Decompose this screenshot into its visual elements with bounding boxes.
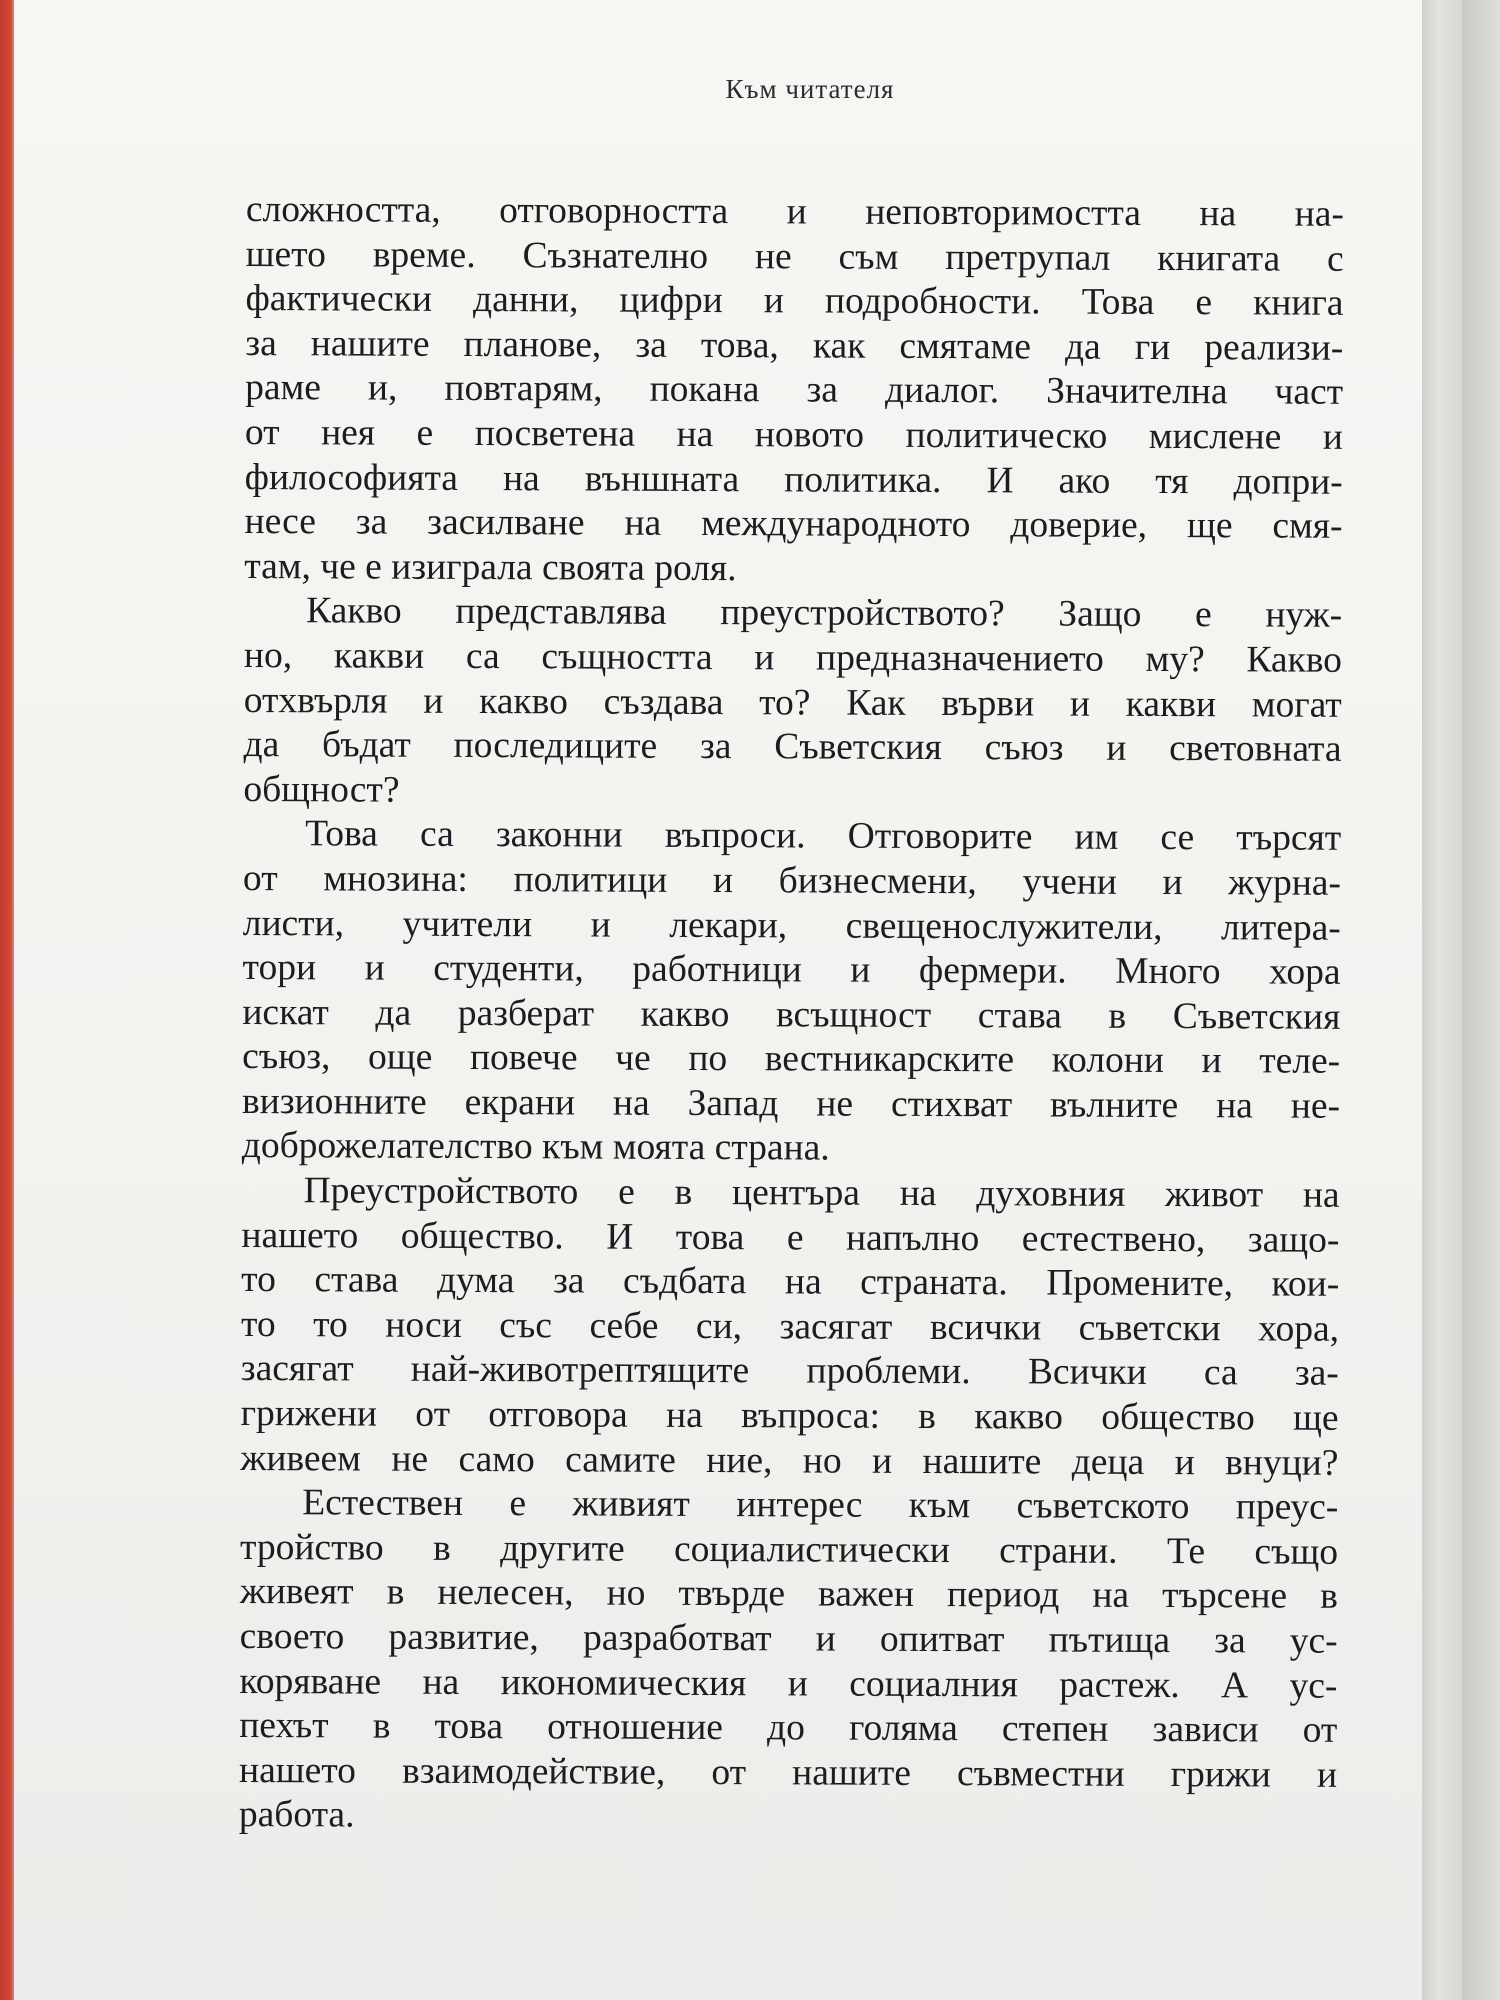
text-line: визионните екрани на Запад не стихват вълните на не- — [241, 1080, 1341, 1127]
text-line: Какво представлява преустройството? Защо е нуж- — [306, 590, 1343, 637]
running-head: Към читателя — [725, 74, 895, 104]
text-line: съюз, още повече че по вестникарските колони и теле- — [242, 1036, 1341, 1083]
back-page-edge — [1462, 0, 1500, 2000]
text-line: там, че е изиграла своята роля. — [244, 545, 737, 589]
text-line: нашето общество. И това е напълно естествено, защо- — [241, 1214, 1340, 1261]
text-line: то то носи със себе си, засягат всички съветски хора, — [240, 1303, 1340, 1350]
text-line: отхвърля и какво създава то? Как върви и какви могат — [243, 679, 1342, 726]
text-line: Преустройството е в центъра на духовния живот на — [303, 1170, 1340, 1216]
text-line: да бъдат последиците за Съветския съюз и световната — [243, 724, 1342, 770]
next-page-edge — [1422, 0, 1462, 2000]
text-line: фактически данни, цифри и подробности. Това е книга — [245, 278, 1344, 324]
text-line: Естествен е живият интерес към съветското преус- — [302, 1482, 1339, 1528]
text-line: Това са законни въпроси. Отговорите им се търсят — [305, 813, 1342, 860]
text-line: философията на външната политика. И ако тя допри- — [244, 456, 1343, 503]
text-line: шето време. Съзнателно не съм претрупал книгата с — [245, 233, 1344, 280]
text-line: нашето взаимодействие, от нашите съвместни грижи и — [239, 1749, 1338, 1796]
text-line: от мнозина: политици и бизнесмени, учени и журна- — [242, 857, 1342, 904]
text-line: доброжелателство към моята страна. — [241, 1125, 830, 1170]
text-line: работа. — [238, 1794, 355, 1836]
text-line: своето развитие, разработват и опитват пътища за ус- — [239, 1615, 1338, 1662]
text-line: искат да разберат какво всъщност става в Съветския — [242, 991, 1341, 1038]
body-text — [239, 188, 1344, 1843]
text-line: от нея е посветена на новото политическо мислене и — [244, 411, 1344, 458]
text-line: за нашите планове, за това, как смятаме да ги реализи- — [245, 322, 1344, 369]
text-line: тори и студенти, работници и фермери. Много хора — [242, 947, 1341, 993]
text-line: засягат най-животрептящите проблеми. Всички са за- — [240, 1348, 1339, 1395]
text-line: грижени от отговора на въпроса: в какво общество ще — [240, 1393, 1339, 1439]
text-line: то става дума за съдбата на страната. Промените, кои- — [241, 1259, 1340, 1306]
text-line: живеем не само самите ние, но и нашите деца и внуци? — [240, 1437, 1339, 1484]
text-line: листи, учители и лекари, свещенослужители, литера- — [242, 902, 1341, 949]
text-line: пехът в това отношение до голяма степен зависи от — [239, 1705, 1338, 1751]
text-line: несе за засилване на международното доверие, ще смя- — [244, 501, 1343, 547]
text-line: живеят в нелесен, но твърде важен период на търсене в — [239, 1571, 1338, 1618]
text-line: тройство в другите социалистически страни. Те също — [239, 1526, 1339, 1573]
book-page — [14, 0, 1422, 2000]
text-line: сложността, отговорността и неповторимостта на на- — [245, 188, 1344, 235]
text-line: общност? — [243, 768, 400, 811]
text-line: коряване на икономическия и социалния растеж. А ус- — [239, 1660, 1338, 1707]
text-line: раме и, повтарям, покана за диалог. Значителна част — [245, 367, 1344, 414]
text-line: но, какви са същността и предназначението му? Какво — [243, 634, 1343, 681]
